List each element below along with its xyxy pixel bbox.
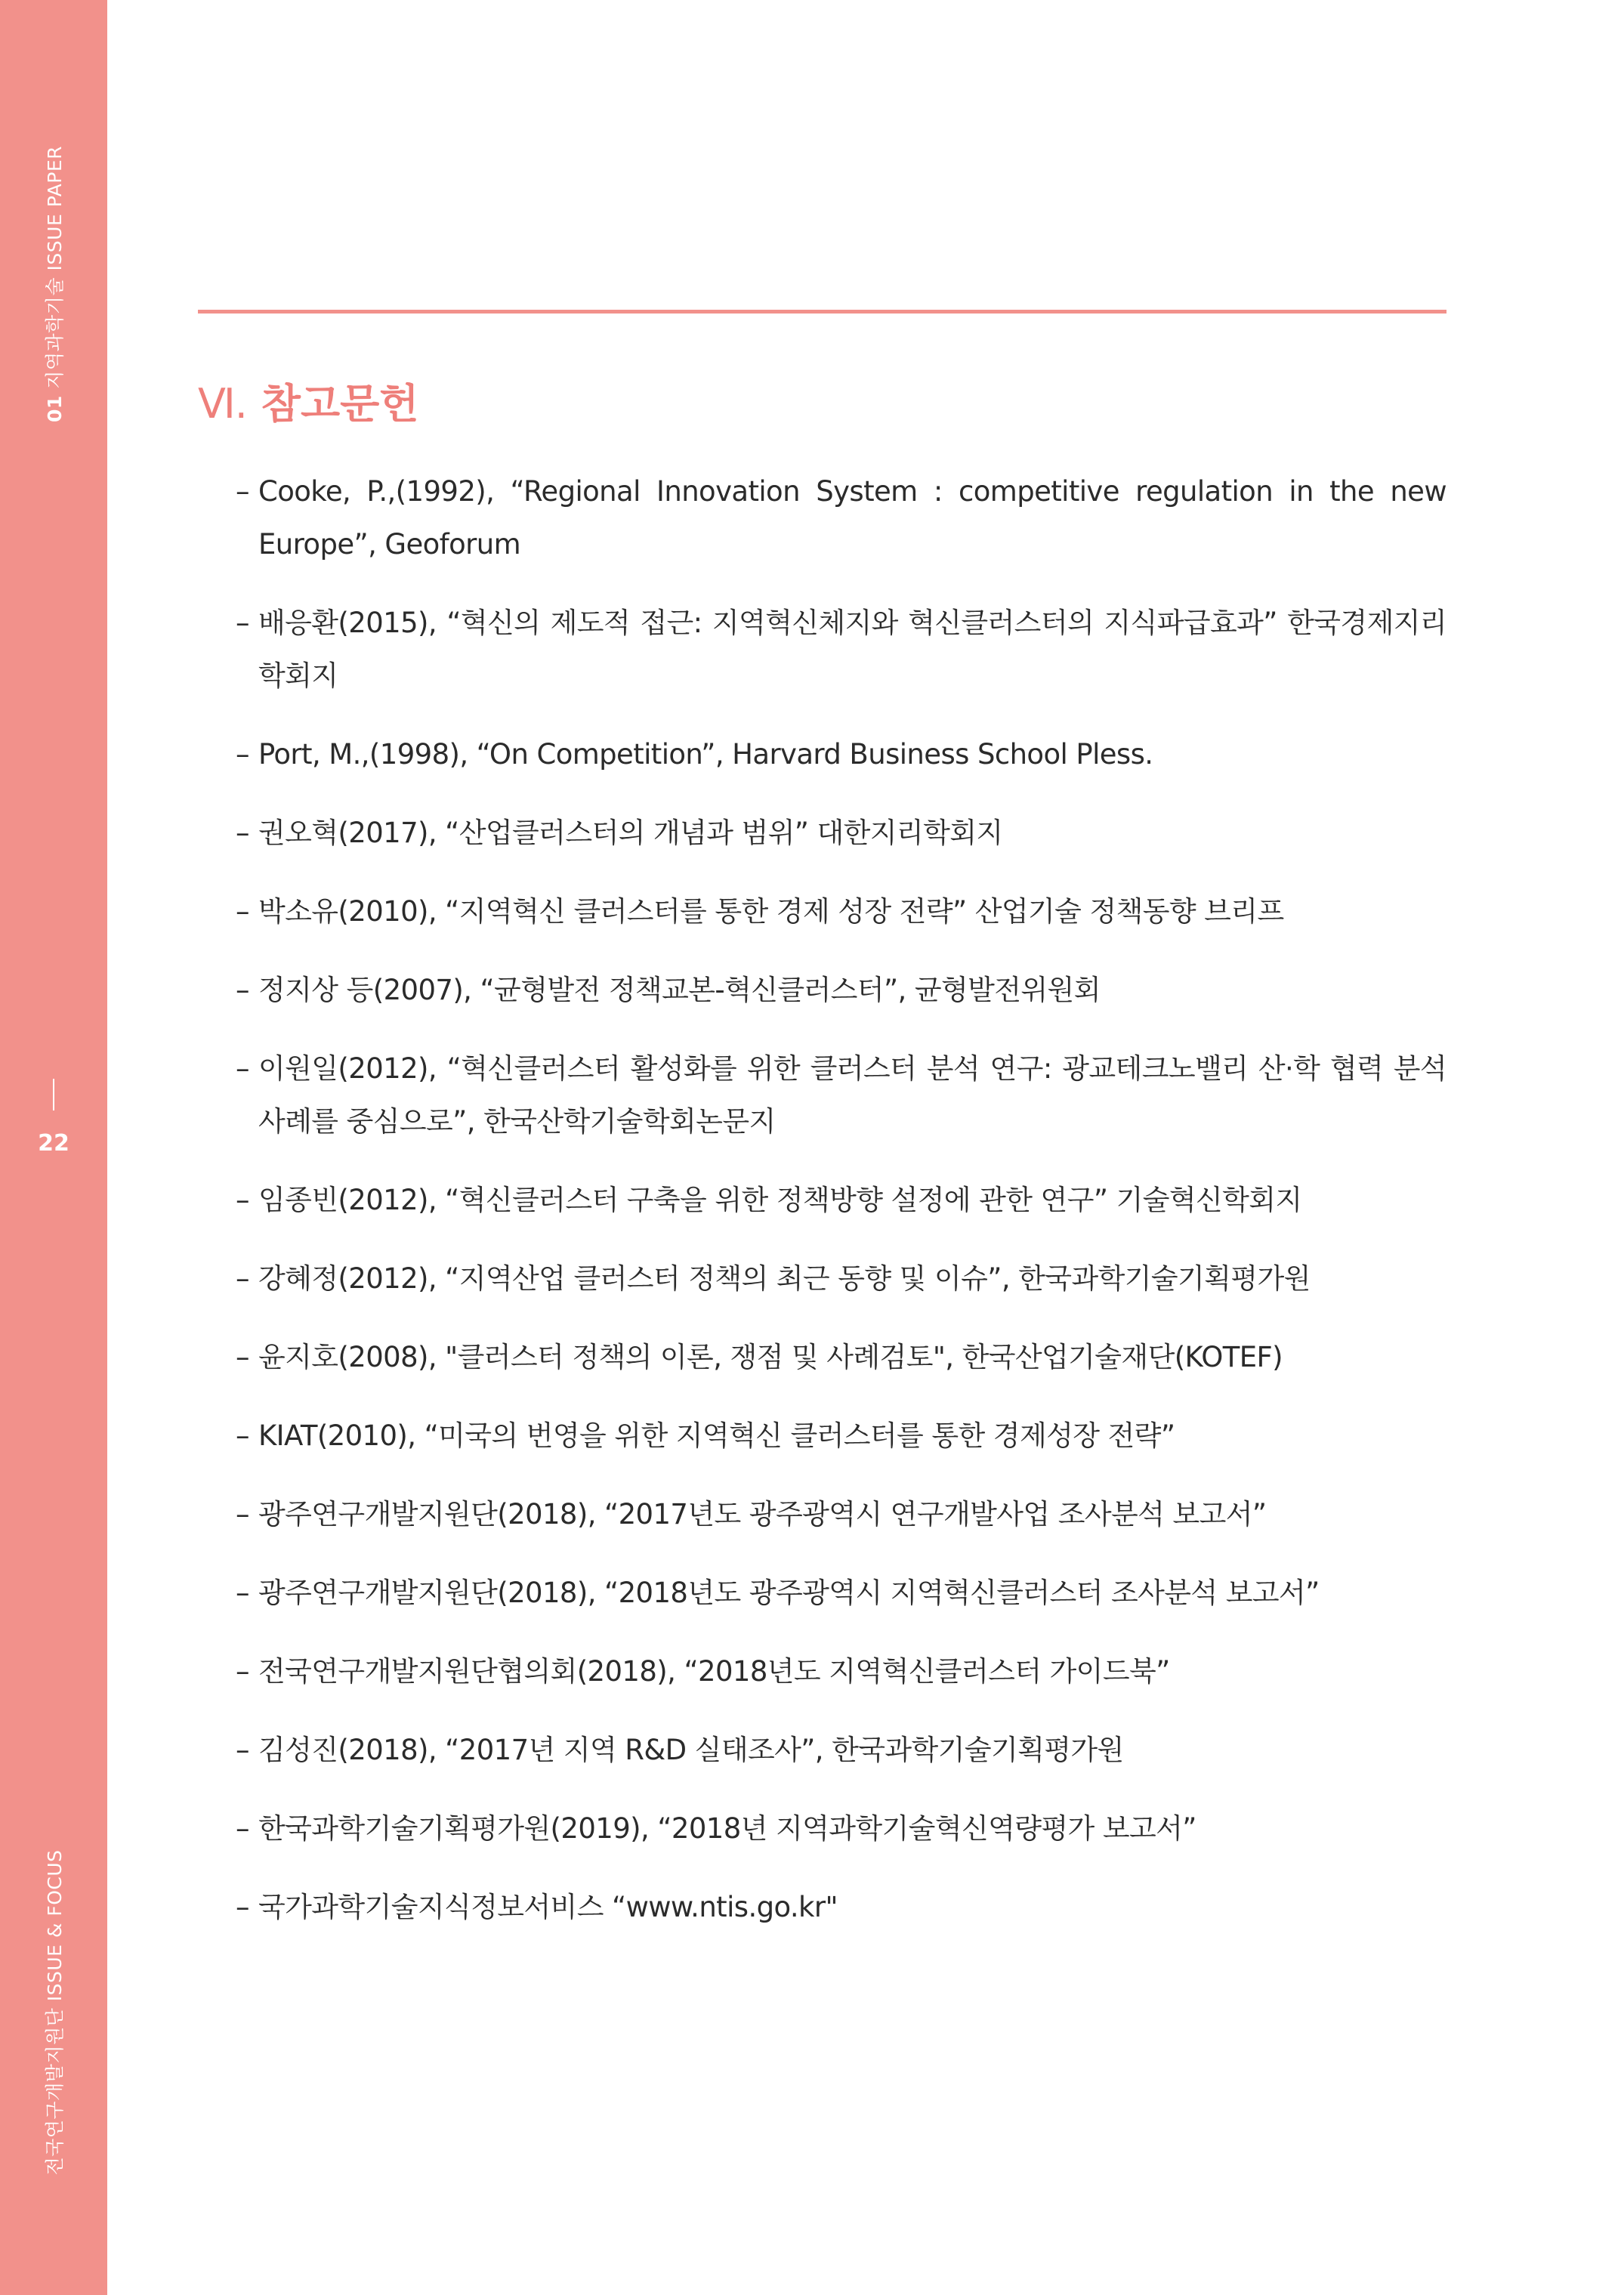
bullet-dash: – — [236, 1577, 249, 1609]
reference-text: Cooke, P.,(1992), “Regional Innovation System : competitive regulation in the new Europe”, Geoforum — [258, 475, 1446, 561]
bullet-dash: – — [236, 1498, 249, 1531]
top-divider — [198, 310, 1446, 314]
reference-text: 국가과학기술지식정보서비스 “www.ntis.go.kr" — [258, 1891, 838, 1923]
reference-item — [236, 964, 1446, 1017]
bullet-dash: – — [236, 1655, 249, 1688]
reference-item — [236, 1567, 1446, 1620]
reference-text: 권오혁(2017), “산업클러스터의 개념과 범위” 대한지리학회지 — [258, 817, 1003, 849]
bullet-dash: – — [236, 1341, 249, 1373]
issue-paper-label — [40, 146, 67, 422]
publisher-label: 전국연구개발지원단 ISSUE & FOCUS — [44, 1849, 66, 2176]
reference-text: 김성진(2018), “2017년 지역 R&D 실태조사”, 한국과학기술기획평가원 — [258, 1734, 1124, 1766]
reference-item — [236, 1410, 1446, 1463]
bullet-dash: – — [236, 475, 249, 508]
reference-text: 윤지호(2008), "클러스터 정책의 이론, 쟁점 및 사례검토", 한국산업기술재단(KOTEF) — [258, 1341, 1283, 1373]
reference-item — [236, 1331, 1446, 1384]
reference-item — [236, 1488, 1446, 1541]
bullet-dash: – — [236, 1734, 249, 1766]
page-number: 22 — [38, 1130, 69, 1157]
reference-text: Port, M.,(1998), “On Competition”, Harvard Business School Pless. — [258, 738, 1153, 771]
side-bar — [0, 0, 107, 2295]
reference-item — [236, 1881, 1446, 1934]
bullet-dash: – — [236, 895, 249, 928]
reference-text: 광주연구개발지원단(2018), “2017년도 광주광역시 연구개발사업 조사분석 보고서” — [258, 1498, 1267, 1531]
section-number: Ⅵ. — [198, 380, 247, 428]
bullet-dash: – — [236, 607, 249, 639]
reference-item — [236, 465, 1446, 571]
reference-text: 강혜정(2012), “지역산업 클러스터 정책의 최근 동향 및 이슈”, 한국과학기술기획평가원 — [258, 1262, 1311, 1295]
reference-item — [236, 1042, 1446, 1148]
bullet-dash: – — [236, 1184, 249, 1216]
bullet-dash: – — [236, 1891, 249, 1923]
reference-text: 정지상 등(2007), “균형발전 정책교본-혁신클러스터”, 균형발전위원회 — [258, 974, 1101, 1006]
reference-text: 이원일(2012), “혁신클러스터 활성화를 위한 클러스터 분석 연구: 광교테크노밸리 산·학 협력 분석사례를 중심으로”, 한국산학기술학회논문지 — [258, 1052, 1446, 1138]
section-title-text: 참고문헌 — [261, 380, 419, 428]
reference-item — [236, 807, 1446, 860]
reference-item — [236, 885, 1446, 938]
page-tick-divider — [53, 1079, 54, 1110]
reference-text: 임종빈(2012), “혁신클러스터 구축을 위한 정책방향 설정에 관한 연구” 기술혁신학회지 — [258, 1184, 1302, 1216]
bullet-dash: – — [236, 974, 249, 1006]
issue-number: 01 — [44, 395, 66, 423]
reference-item — [236, 1724, 1446, 1777]
reference-item — [236, 597, 1446, 703]
bullet-dash: – — [236, 817, 249, 849]
reference-text: 광주연구개발지원단(2018), “2018년도 광주광역시 지역혁신클러스터 조사분석 보고서” — [258, 1577, 1320, 1609]
bullet-dash: – — [236, 1052, 249, 1085]
reference-text: 전국연구개발지원단협의회(2018), “2018년도 지역혁신클러스터 가이드북” — [258, 1655, 1170, 1688]
reference-item — [236, 1645, 1446, 1698]
reference-item — [236, 1802, 1446, 1855]
reference-list — [236, 465, 1446, 1960]
bullet-dash: – — [236, 1419, 249, 1452]
reference-text: KIAT(2010), “미국의 번영을 위한 지역혁신 클러스터를 통한 경제성장 전략” — [258, 1419, 1175, 1452]
reference-item — [236, 1174, 1446, 1227]
reference-text: 배응환(2015), “혁신의 제도적 접근: 지역혁신체지와 혁신클러스터의 지식파급효과” 한국경제지리학회지 — [258, 607, 1446, 692]
section-title — [198, 378, 418, 431]
reference-item — [236, 728, 1446, 781]
bullet-dash: – — [236, 738, 249, 771]
reference-text: 한국과학기술기획평가원(2019), “2018년 지역과학기술혁신역량평가 보고서” — [258, 1812, 1196, 1845]
reference-text: 박소유(2010), “지역혁신 클러스터를 통한 경제 성장 전략” 산업기술 정책동향 브리프 — [258, 895, 1284, 928]
bullet-dash: – — [236, 1262, 249, 1295]
reference-item — [236, 1253, 1446, 1305]
bullet-dash: – — [236, 1812, 249, 1845]
issue-paper-title: 지역과학기술 ISSUE PAPER — [44, 145, 66, 396]
